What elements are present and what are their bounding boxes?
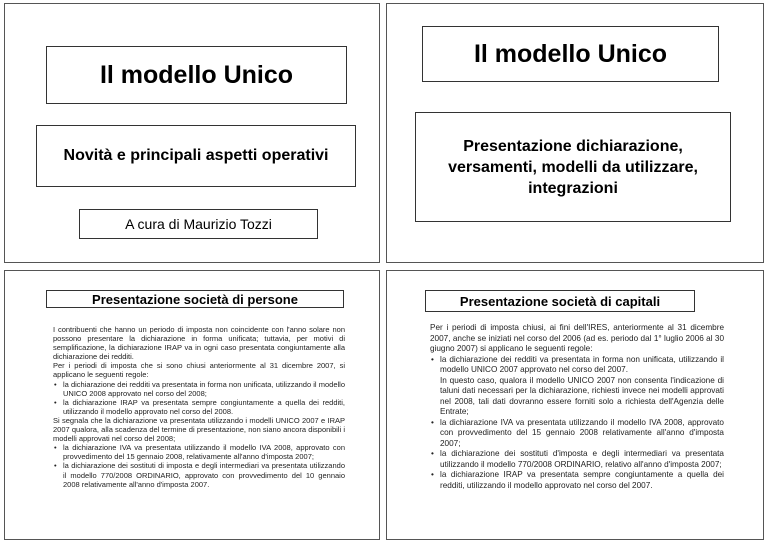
list-item: • la dichiarazione IVA va presentata utilizzando il modello IVA 2008, approvato con provvedimento del 15 gennaio 2008, relativamente all'anno d'imposta 2007; (63, 443, 345, 461)
slide-3-paragraph: Si segnala che la dichiarazione va presentata utilizzando i modelli UNICO 2007 e IRAP 2007 qualora, alla scadenza del termine di presentazione, non siano ancora disponibili i modelli approvati nel corso del 2008; (53, 415, 345, 444)
list-item: • la dichiarazione IRAP va presentata sempre congiuntamente a quella dei redditi, utilizzando il modello approvato nel corso del 2008. (63, 398, 345, 416)
slide-3-list (53, 443, 345, 488)
slide-4 (386, 270, 764, 540)
list-item: • la dichiarazione IRAP va presentata sempre congiuntamente a quella dei redditi, utilizzando il modello approvato nel corso del 2007. (440, 470, 724, 491)
slide-4-body (430, 323, 724, 491)
slide-1-author: A cura di Maurizio Tozzi (79, 209, 318, 239)
slide-3-list (53, 380, 345, 416)
slide-2-subtitle: Presentazione dichiarazione, versamenti, modelli da utilizzare, integrazioni (415, 112, 731, 222)
slide-3-body (53, 325, 345, 489)
list-item: • la dichiarazione dei sostituti d'imposta e degli intermediari va presentata utilizzando il modello 770/2008 ORDINARIO, relativo all'anno d'imposta 2007; (440, 449, 724, 470)
list-item (440, 355, 724, 418)
slide-3-paragraph: Per i periodi di imposta che si sono chiusi anteriormente al 31 dicembre 2007, si applicano le seguenti regole: (53, 361, 345, 380)
slide-3-paragraph: I contribuenti che hanno un periodo di imposta non coincidente con l'anno solare non possono presentare la dichiarazione in forma unificata; tuttavia, per motivi di semplificazione, la dichiarazione IRAP va in ogni caso presentata congiuntamente alla dichiarazione dei redditi. (53, 325, 345, 362)
list-item: • la dichiarazione IVA va presentata utilizzando il modello IVA 2008, approvato con provvedimento del 15 gennaio 2008 relativamente all'anno d'imposta 2007; (440, 418, 724, 450)
slide-3 (4, 270, 380, 540)
slide-4-paragraph: Per i periodi di imposta chiusi, ai fini dell'IRES, anteriormente al 31 dicembre 2007, anche se iniziati nel corso del 2006 (ad es. periodo dal 1° luglio 2006 al 30 giugno 2007) si applicano le seguenti regole: (430, 323, 724, 353)
list-item: • la dichiarazione dei redditi va presentata in forma non unificata, utilizzando il modello UNICO 2008 approvato nel corso del 2008; (63, 380, 345, 398)
slide-1-subtitle: Novità e principali aspetti operativi (36, 125, 356, 187)
list-item-text: la dichiarazione dei redditi va presentata in forma non unificata, utilizzando il modello UNICO 2007 approvato nel corso del 2007. (440, 354, 724, 374)
slide-2-title: Il modello Unico (422, 26, 719, 82)
slide-1 (4, 3, 380, 263)
slide-2 (386, 3, 764, 263)
slide-1-title: Il modello Unico (46, 46, 347, 104)
list-item: • la dichiarazione dei sostituti di imposta e degli intermediari va presentata utilizzando il modello 770/2008 ORDINARIO, approvato con provvedimento del 10 gennaio 2008 relativamente all'anno d'imposta 2007. (63, 461, 345, 488)
slide-4-heading: Presentazione società di capitali (425, 290, 695, 312)
slide-3-heading: Presentazione società di persone (46, 290, 344, 308)
slide-4-list (430, 355, 724, 492)
list-item-continuation: In questo caso, qualora il modello UNICO 2007 non consenta l'indicazione di taluni dati necessari per la dichiarazione, richiesti invece nei modelli approvati nel 2008, tali dati dovranno essere forniti solo a richiesta dell'Agenzia delle Entrate; (440, 375, 724, 416)
